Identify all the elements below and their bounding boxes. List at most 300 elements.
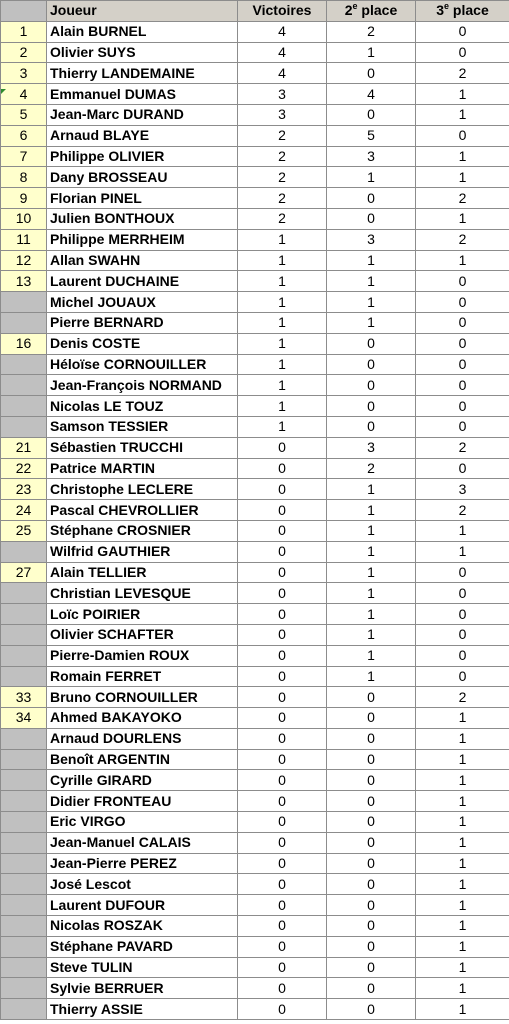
rank-cell[interactable]: 10 xyxy=(1,208,47,229)
player-name-cell[interactable]: Nicolas LE TOUZ xyxy=(47,396,238,417)
wins-cell[interactable]: 0 xyxy=(238,687,327,708)
table-row xyxy=(1,853,509,874)
player-name-cell[interactable]: Laurent DUCHAINE xyxy=(47,271,238,292)
third-place-cell[interactable]: 1 xyxy=(416,749,509,770)
player-name-cell[interactable]: Arnaud DOURLENS xyxy=(47,728,238,749)
third-place-cell[interactable]: 1 xyxy=(416,957,509,978)
third-place-cell[interactable]: 2 xyxy=(416,500,509,521)
table-row xyxy=(1,437,509,458)
rank-cell[interactable]: 1 xyxy=(1,21,47,42)
second-place-cell[interactable]: 1 xyxy=(327,292,416,313)
table-row xyxy=(1,666,509,687)
player-name-cell[interactable]: Philippe MERRHEIM xyxy=(47,229,238,250)
player-name-cell[interactable]: Arnaud BLAYE xyxy=(47,125,238,146)
wins-cell[interactable]: 2 xyxy=(238,208,327,229)
player-name-cell[interactable]: Samson TESSIER xyxy=(47,416,238,437)
third-place-header-word: place xyxy=(449,2,489,19)
wins-cell[interactable]: 1 xyxy=(238,312,327,333)
table-row xyxy=(1,770,509,791)
rank-cell[interactable]: 2 xyxy=(1,42,47,63)
rank-cell[interactable] xyxy=(1,832,47,853)
second-place-cell[interactable]: 0 xyxy=(327,791,416,812)
third-place-cell[interactable]: 1 xyxy=(416,812,509,833)
rank-cell[interactable] xyxy=(1,812,47,833)
wins-cell[interactable]: 0 xyxy=(238,562,327,583)
rank-cell[interactable]: 23 xyxy=(1,479,47,500)
second-place-cell[interactable]: 3 xyxy=(327,229,416,250)
table-row xyxy=(1,188,509,209)
second-place-cell[interactable]: 0 xyxy=(327,104,416,125)
player-name-cell[interactable]: Sébastien TRUCCHI xyxy=(47,437,238,458)
second-place-header-word: place xyxy=(357,2,398,19)
rank-header-cell[interactable] xyxy=(1,1,47,22)
third-place-cell[interactable]: 0 xyxy=(416,375,509,396)
third-place-cell[interactable]: 0 xyxy=(416,624,509,645)
table-row xyxy=(1,812,509,833)
player-name-cell[interactable]: Jean-Manuel CALAIS xyxy=(47,832,238,853)
second-place-cell[interactable]: 0 xyxy=(327,832,416,853)
table-row xyxy=(1,458,509,479)
table-row xyxy=(1,728,509,749)
second-place-cell[interactable]: 0 xyxy=(327,416,416,437)
table-row xyxy=(1,312,509,333)
third-place-cell[interactable]: 0 xyxy=(416,583,509,604)
table-row xyxy=(1,791,509,812)
third-place-cell[interactable]: 1 xyxy=(416,541,509,562)
rank-cell[interactable]: 33 xyxy=(1,687,47,708)
third-place-header-cell[interactable] xyxy=(416,1,509,22)
player-name-cell[interactable]: Jean-Pierre PEREZ xyxy=(47,853,238,874)
player-name-cell[interactable]: Emmanuel DUMAS xyxy=(47,84,238,105)
second-place-cell[interactable]: 1 xyxy=(327,666,416,687)
wins-cell[interactable]: 0 xyxy=(238,520,327,541)
second-place-cell[interactable]: 1 xyxy=(327,541,416,562)
rank-cell[interactable] xyxy=(1,645,47,666)
rank-cell[interactable] xyxy=(1,396,47,417)
player-name-cell[interactable]: Stéphane PAVARD xyxy=(47,936,238,957)
player-name-cell[interactable]: Pierre BERNARD xyxy=(47,312,238,333)
second-place-cell[interactable]: 0 xyxy=(327,63,416,84)
third-place-cell[interactable]: 0 xyxy=(416,333,509,354)
player-name-cell[interactable]: Benoît ARGENTIN xyxy=(47,749,238,770)
player-name-cell[interactable]: Thierry ASSIE xyxy=(47,999,238,1020)
second-place-cell[interactable]: 0 xyxy=(327,999,416,1020)
header-row xyxy=(1,1,509,22)
wins-cell[interactable]: 1 xyxy=(238,271,327,292)
second-place-cell[interactable]: 0 xyxy=(327,957,416,978)
player-name-cell[interactable]: Dany BROSSEAU xyxy=(47,167,238,188)
second-place-cell[interactable]: 5 xyxy=(327,125,416,146)
second-place-cell[interactable]: 2 xyxy=(327,21,416,42)
rank-cell[interactable] xyxy=(1,853,47,874)
rank-cell[interactable]: 22 xyxy=(1,458,47,479)
wins-cell[interactable]: 0 xyxy=(238,853,327,874)
wins-cell[interactable]: 2 xyxy=(238,167,327,188)
table-row xyxy=(1,583,509,604)
table-row xyxy=(1,500,509,521)
player-name-cell[interactable]: Pierre-Damien ROUX xyxy=(47,645,238,666)
rank-cell[interactable] xyxy=(1,541,47,562)
table-body xyxy=(1,21,509,1019)
third-place-cell[interactable]: 1 xyxy=(416,853,509,874)
player-name-cell[interactable]: Romain FERRET xyxy=(47,666,238,687)
wins-cell[interactable]: 0 xyxy=(238,812,327,833)
second-place-cell[interactable]: 1 xyxy=(327,167,416,188)
wins-cell[interactable]: 2 xyxy=(238,188,327,209)
third-place-cell[interactable]: 1 xyxy=(416,895,509,916)
wins-cell[interactable]: 1 xyxy=(238,292,327,313)
second-place-cell[interactable]: 0 xyxy=(327,770,416,791)
player-header-label: Joueur xyxy=(50,2,97,19)
third-place-cell[interactable]: 2 xyxy=(416,437,509,458)
wins-cell[interactable]: 0 xyxy=(238,916,327,937)
second-place-cell[interactable]: 0 xyxy=(327,853,416,874)
table-row xyxy=(1,645,509,666)
third-place-cell[interactable]: 1 xyxy=(416,250,509,271)
second-place-cell[interactable]: 1 xyxy=(327,583,416,604)
wins-cell[interactable]: 0 xyxy=(238,936,327,957)
table-row xyxy=(1,84,509,105)
table-row xyxy=(1,250,509,271)
wins-cell[interactable]: 0 xyxy=(238,479,327,500)
player-name-cell[interactable]: Florian PINEL xyxy=(47,188,238,209)
second-place-cell[interactable]: 0 xyxy=(327,895,416,916)
player-name-cell[interactable]: Julien BONTHOUX xyxy=(47,208,238,229)
player-name-cell[interactable]: Pascal CHEVROLLIER xyxy=(47,500,238,521)
third-place-cell[interactable]: 1 xyxy=(416,832,509,853)
wins-cell[interactable]: 0 xyxy=(238,583,327,604)
third-place-header-number: 3 xyxy=(436,2,445,19)
wins-cell[interactable]: 1 xyxy=(238,229,327,250)
player-name-cell[interactable]: Michel JOUAUX xyxy=(47,292,238,313)
third-place-cell[interactable]: 0 xyxy=(416,645,509,666)
rank-cell[interactable] xyxy=(1,312,47,333)
second-place-cell[interactable]: 0 xyxy=(327,708,416,729)
second-place-cell[interactable]: 1 xyxy=(327,42,416,63)
second-place-cell[interactable]: 0 xyxy=(327,208,416,229)
rank-cell[interactable] xyxy=(1,874,47,895)
player-name-cell[interactable]: Didier FRONTEAU xyxy=(47,791,238,812)
rank-cell[interactable] xyxy=(1,583,47,604)
wins-cell[interactable]: 0 xyxy=(238,895,327,916)
third-place-cell[interactable]: 0 xyxy=(416,562,509,583)
table-row xyxy=(1,874,509,895)
third-place-cell[interactable]: 1 xyxy=(416,167,509,188)
second-place-cell[interactable]: 0 xyxy=(327,354,416,375)
wins-cell[interactable]: 0 xyxy=(238,832,327,853)
player-name-cell[interactable]: Olivier SUYS xyxy=(47,42,238,63)
wins-header-cell[interactable] xyxy=(238,1,327,22)
wins-cell[interactable]: 0 xyxy=(238,604,327,625)
rank-cell[interactable]: 6 xyxy=(1,125,47,146)
table-row xyxy=(1,978,509,999)
wins-cell[interactable]: 0 xyxy=(238,874,327,895)
third-place-cell[interactable]: 1 xyxy=(416,84,509,105)
table-row xyxy=(1,63,509,84)
player-name-cell[interactable]: Thierry LANDEMAINE xyxy=(47,63,238,84)
third-place-cell[interactable]: 1 xyxy=(416,978,509,999)
second-place-cell[interactable]: 1 xyxy=(327,624,416,645)
wins-cell[interactable]: 0 xyxy=(238,957,327,978)
third-place-cell[interactable]: 0 xyxy=(416,604,509,625)
player-name-cell[interactable]: Loïc POIRIER xyxy=(47,604,238,625)
rank-cell[interactable] xyxy=(1,416,47,437)
rank-cell[interactable] xyxy=(1,895,47,916)
player-name-cell[interactable]: José Lescot xyxy=(47,874,238,895)
rank-cell[interactable] xyxy=(1,999,47,1020)
rank-cell[interactable] xyxy=(1,916,47,937)
third-place-cell[interactable]: 1 xyxy=(416,791,509,812)
second-place-cell[interactable]: 1 xyxy=(327,562,416,583)
second-place-cell[interactable]: 0 xyxy=(327,333,416,354)
player-name-cell[interactable]: Stéphane CROSNIER xyxy=(47,520,238,541)
third-place-cell[interactable]: 1 xyxy=(416,708,509,729)
rank-cell[interactable]: 4 xyxy=(1,84,47,105)
third-place-cell[interactable]: 1 xyxy=(416,208,509,229)
player-name-cell[interactable]: Héloïse CORNOUILLER xyxy=(47,354,238,375)
wins-cell[interactable]: 2 xyxy=(238,125,327,146)
third-place-cell[interactable]: 0 xyxy=(416,396,509,417)
wins-cell[interactable]: 2 xyxy=(238,146,327,167)
rank-cell[interactable]: 12 xyxy=(1,250,47,271)
table-row xyxy=(1,624,509,645)
second-place-header-suffix: e xyxy=(352,0,358,11)
rank-cell[interactable] xyxy=(1,936,47,957)
wins-cell[interactable]: 0 xyxy=(238,999,327,1020)
wins-cell[interactable]: 1 xyxy=(238,250,327,271)
player-name-cell[interactable]: Allan SWAHN xyxy=(47,250,238,271)
rank-cell[interactable]: 24 xyxy=(1,500,47,521)
table-row xyxy=(1,895,509,916)
second-place-cell[interactable]: 3 xyxy=(327,146,416,167)
third-place-header-suffix: e xyxy=(444,0,450,11)
rank-cell[interactable] xyxy=(1,354,47,375)
rank-cell[interactable]: 21 xyxy=(1,437,47,458)
third-place-cell[interactable]: 1 xyxy=(416,999,509,1020)
rank-cell[interactable] xyxy=(1,770,47,791)
table-row xyxy=(1,479,509,500)
table-row xyxy=(1,167,509,188)
table-row xyxy=(1,333,509,354)
player-name-cell[interactable]: Denis COSTE xyxy=(47,333,238,354)
second-place-cell[interactable]: 4 xyxy=(327,84,416,105)
table-row xyxy=(1,271,509,292)
table-row xyxy=(1,687,509,708)
wins-cell[interactable]: 0 xyxy=(238,978,327,999)
player-header-cell[interactable] xyxy=(47,1,238,22)
third-place-cell[interactable]: 0 xyxy=(416,416,509,437)
player-name-cell[interactable]: Christian LEVESQUE xyxy=(47,583,238,604)
table-row xyxy=(1,292,509,313)
rank-cell[interactable]: 27 xyxy=(1,562,47,583)
rank-cell[interactable] xyxy=(1,375,47,396)
player-name-cell[interactable]: Cyrille GIRARD xyxy=(47,770,238,791)
third-place-cell[interactable]: 1 xyxy=(416,104,509,125)
wins-cell[interactable]: 0 xyxy=(238,645,327,666)
wins-cell[interactable]: 4 xyxy=(238,21,327,42)
rank-cell[interactable] xyxy=(1,292,47,313)
wins-cell[interactable]: 0 xyxy=(238,624,327,645)
player-name-cell[interactable]: Steve TULIN xyxy=(47,957,238,978)
third-place-cell[interactable]: 1 xyxy=(416,874,509,895)
wins-cell[interactable]: 0 xyxy=(238,791,327,812)
player-name-cell[interactable]: Laurent DUFOUR xyxy=(47,895,238,916)
table-row xyxy=(1,999,509,1020)
third-place-cell[interactable]: 0 xyxy=(416,458,509,479)
wins-cell[interactable]: 0 xyxy=(238,458,327,479)
wins-cell[interactable]: 3 xyxy=(238,104,327,125)
table-row xyxy=(1,936,509,957)
wins-cell[interactable]: 0 xyxy=(238,437,327,458)
comment-indicator-icon xyxy=(1,89,6,94)
table-row xyxy=(1,375,509,396)
rank-cell[interactable] xyxy=(1,791,47,812)
rank-cell[interactable] xyxy=(1,978,47,999)
third-place-cell[interactable]: 1 xyxy=(416,916,509,937)
wins-cell[interactable]: 3 xyxy=(238,84,327,105)
second-place-cell[interactable]: 0 xyxy=(327,874,416,895)
second-place-cell[interactable]: 1 xyxy=(327,312,416,333)
wins-cell[interactable]: 1 xyxy=(238,354,327,375)
table-row xyxy=(1,541,509,562)
second-place-cell[interactable]: 1 xyxy=(327,604,416,625)
third-place-cell[interactable]: 1 xyxy=(416,936,509,957)
rank-cell[interactable] xyxy=(1,957,47,978)
wins-cell[interactable]: 0 xyxy=(238,666,327,687)
wins-header-label: Victoires xyxy=(252,2,312,19)
rank-cell[interactable]: 16 xyxy=(1,333,47,354)
rank-cell[interactable]: 7 xyxy=(1,146,47,167)
second-place-header-number: 2 xyxy=(344,2,353,19)
player-name-cell[interactable]: Wilfrid GAUTHIER xyxy=(47,541,238,562)
wins-cell[interactable]: 1 xyxy=(238,416,327,437)
table-row xyxy=(1,125,509,146)
rank-cell[interactable]: 8 xyxy=(1,167,47,188)
table-row xyxy=(1,957,509,978)
player-name-cell[interactable]: Sylvie BERRUER xyxy=(47,978,238,999)
second-place-cell[interactable]: 2 xyxy=(327,458,416,479)
third-place-cell[interactable]: 2 xyxy=(416,188,509,209)
second-place-cell[interactable]: 1 xyxy=(327,479,416,500)
player-name-cell[interactable]: Jean-François NORMAND xyxy=(47,375,238,396)
rank-cell[interactable]: 13 xyxy=(1,271,47,292)
wins-cell[interactable]: 0 xyxy=(238,770,327,791)
second-place-cell[interactable]: 0 xyxy=(327,687,416,708)
third-place-cell[interactable]: 2 xyxy=(416,687,509,708)
wins-cell[interactable]: 0 xyxy=(238,749,327,770)
table-row xyxy=(1,21,509,42)
third-place-cell[interactable]: 1 xyxy=(416,520,509,541)
second-place-header-cell[interactable] xyxy=(327,1,416,22)
player-name-cell[interactable]: Alain TELLIER xyxy=(47,562,238,583)
rank-cell[interactable]: 11 xyxy=(1,229,47,250)
player-name-cell[interactable]: Nicolas ROSZAK xyxy=(47,916,238,937)
rank-cell[interactable] xyxy=(1,666,47,687)
table-row xyxy=(1,708,509,729)
player-name-cell[interactable]: Ahmed BAKAYOKO xyxy=(47,708,238,729)
third-place-cell[interactable]: 0 xyxy=(416,354,509,375)
rank-cell[interactable]: 3 xyxy=(1,63,47,84)
second-place-cell[interactable]: 0 xyxy=(327,188,416,209)
third-place-cell[interactable]: 0 xyxy=(416,21,509,42)
wins-cell[interactable]: 0 xyxy=(238,728,327,749)
third-place-cell[interactable]: 0 xyxy=(416,42,509,63)
second-place-cell[interactable]: 0 xyxy=(327,916,416,937)
player-name-cell[interactable]: Patrice MARTIN xyxy=(47,458,238,479)
wins-cell[interactable]: 1 xyxy=(238,333,327,354)
table-row xyxy=(1,396,509,417)
table-row xyxy=(1,520,509,541)
player-name-cell[interactable]: Christophe LECLERE xyxy=(47,479,238,500)
third-place-cell[interactable]: 1 xyxy=(416,146,509,167)
second-place-cell[interactable]: 1 xyxy=(327,500,416,521)
third-place-cell[interactable]: 0 xyxy=(416,125,509,146)
third-place-cell[interactable]: 2 xyxy=(416,63,509,84)
table-row xyxy=(1,562,509,583)
wins-cell[interactable]: 0 xyxy=(238,500,327,521)
wins-cell[interactable]: 4 xyxy=(238,63,327,84)
third-place-cell[interactable]: 0 xyxy=(416,292,509,313)
second-place-cell[interactable]: 0 xyxy=(327,812,416,833)
second-place-cell[interactable]: 0 xyxy=(327,749,416,770)
wins-cell[interactable]: 0 xyxy=(238,708,327,729)
player-name-cell[interactable]: Jean-Marc DURAND xyxy=(47,104,238,125)
table-row xyxy=(1,832,509,853)
rank-cell[interactable] xyxy=(1,604,47,625)
second-place-cell[interactable]: 0 xyxy=(327,728,416,749)
third-place-cell[interactable]: 0 xyxy=(416,666,509,687)
third-place-cell[interactable]: 2 xyxy=(416,229,509,250)
player-name-cell[interactable]: Eric VIRGO xyxy=(47,812,238,833)
table-row xyxy=(1,208,509,229)
second-place-cell[interactable]: 1 xyxy=(327,520,416,541)
second-place-cell[interactable]: 0 xyxy=(327,396,416,417)
rank-cell[interactable]: 25 xyxy=(1,520,47,541)
second-place-cell[interactable]: 1 xyxy=(327,271,416,292)
table-row xyxy=(1,229,509,250)
rank-cell[interactable] xyxy=(1,624,47,645)
third-place-cell[interactable]: 0 xyxy=(416,312,509,333)
wins-cell[interactable]: 0 xyxy=(238,541,327,562)
table-row xyxy=(1,146,509,167)
wins-cell[interactable]: 1 xyxy=(238,375,327,396)
rank-cell[interactable] xyxy=(1,749,47,770)
rank-cell[interactable] xyxy=(1,728,47,749)
third-place-cell[interactable]: 3 xyxy=(416,479,509,500)
wins-cell[interactable]: 4 xyxy=(238,42,327,63)
rank-cell[interactable]: 34 xyxy=(1,708,47,729)
third-place-cell[interactable]: 1 xyxy=(416,728,509,749)
rank-cell[interactable]: 5 xyxy=(1,104,47,125)
rank-cell[interactable]: 9 xyxy=(1,188,47,209)
player-name-cell[interactable]: Olivier SCHAFTER xyxy=(47,624,238,645)
second-place-cell[interactable]: 1 xyxy=(327,250,416,271)
player-name-cell[interactable]: Bruno CORNOUILLER xyxy=(47,687,238,708)
table-row xyxy=(1,604,509,625)
table-row xyxy=(1,42,509,63)
second-place-cell[interactable]: 0 xyxy=(327,375,416,396)
second-place-cell[interactable]: 0 xyxy=(327,936,416,957)
wins-cell[interactable]: 1 xyxy=(238,396,327,417)
second-place-cell[interactable]: 1 xyxy=(327,645,416,666)
table-row xyxy=(1,916,509,937)
second-place-cell[interactable]: 0 xyxy=(327,978,416,999)
second-place-cell[interactable]: 3 xyxy=(327,437,416,458)
third-place-cell[interactable]: 1 xyxy=(416,770,509,791)
player-name-cell[interactable]: Alain BURNEL xyxy=(47,21,238,42)
third-place-cell[interactable]: 0 xyxy=(416,271,509,292)
player-name-cell[interactable]: Philippe OLIVIER xyxy=(47,146,238,167)
